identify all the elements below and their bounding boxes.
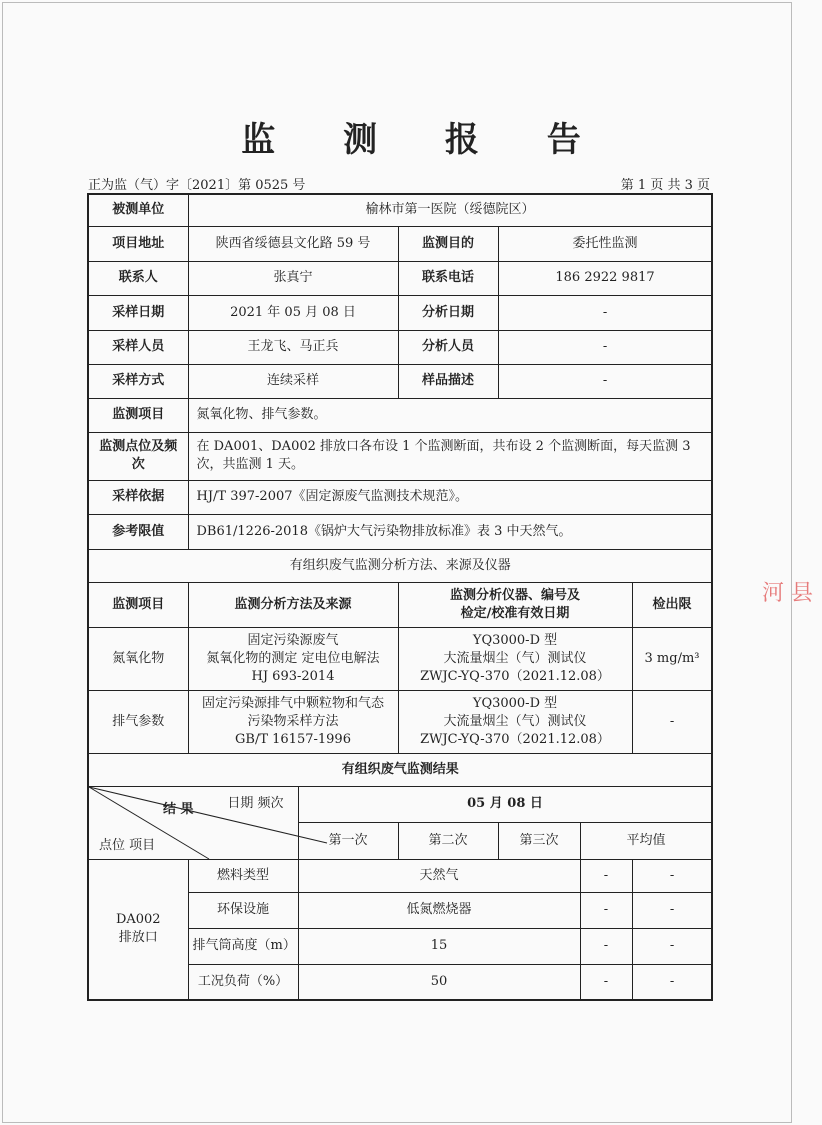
results-header-2: 第二次 xyxy=(398,822,498,859)
corner-point-label: 点位 项目 xyxy=(99,837,156,853)
results-row-avg: - xyxy=(580,928,632,964)
document-number: 正为监（气）字〔2021〕第 0525 号 xyxy=(88,178,306,193)
corner-date-label: 日期 频次 xyxy=(227,795,284,811)
sample-date-label: 采样日期 xyxy=(88,295,188,330)
unit-label: 被测单位 xyxy=(88,194,188,226)
desc-label: 样品描述 xyxy=(398,364,498,398)
methods-row-item: 氮氧化物 xyxy=(88,627,188,690)
sampler-label: 采样人员 xyxy=(88,330,188,364)
address-value: 陕西省绥德县文化路 59 号 xyxy=(188,226,398,261)
results-row-value: 50 xyxy=(298,964,580,1000)
results-row-avg: - xyxy=(580,964,632,1000)
analyst-label: 分析人员 xyxy=(398,330,498,364)
results-row-value: 15 xyxy=(298,928,580,964)
phone-label: 联系电话 xyxy=(398,261,498,295)
unit-value: 榆林市第一医院（绥德院区） xyxy=(188,194,712,226)
results-row-limit: - xyxy=(632,892,712,928)
results-row-item: 排气筒高度（m） xyxy=(188,928,298,964)
item-label: 监测项目 xyxy=(88,398,188,432)
results-row-avg: - xyxy=(580,892,632,928)
results-point: DA002 排放口 xyxy=(88,859,188,1000)
methods-header-item: 监测项目 xyxy=(88,582,188,627)
limit-label: 参考限值 xyxy=(88,514,188,549)
methods-row-method: 固定污染源废气 氮氧化物的测定 定电位电解法 HJ 693-2014 xyxy=(188,627,398,690)
methods-header-method: 监测分析方法及来源 xyxy=(188,582,398,627)
corner-result-label: 结 果 xyxy=(163,801,194,817)
results-date: 05 月 08 日 xyxy=(298,786,712,822)
methods-row-method: 固定污染源排气中颗粒物和气态 污染物采样方法 GB/T 16157-1996 xyxy=(188,690,398,753)
item-value: 氮氧化物、排气参数。 xyxy=(188,398,712,432)
results-row-limit: - xyxy=(632,928,712,964)
analyst-value: - xyxy=(498,330,712,364)
methods-row-item: 排气参数 xyxy=(88,690,188,753)
analysis-date-label: 分析日期 xyxy=(398,295,498,330)
results-row-item: 燃料类型 xyxy=(188,859,298,892)
results-section-title: 有组织废气监测结果 xyxy=(88,753,712,786)
phone-value: 186 2922 9817 xyxy=(498,261,712,295)
points-label: 监测点位及频次 xyxy=(88,432,188,480)
red-seal-stamp: 河 县 xyxy=(762,581,813,606)
methods-row-instrument: YQ3000-D 型 大流量烟尘（气）测试仪 ZWJC-YQ-370（2021.12.08） xyxy=(398,690,632,753)
basis-value: HJ/T 397-2007《固定源废气监测技术规范》。 xyxy=(188,480,712,514)
results-row-item: 工况负荷（%） xyxy=(188,964,298,1000)
report-table xyxy=(87,193,713,1001)
method-value: 连续采样 xyxy=(188,364,398,398)
analysis-date-value: - xyxy=(498,295,712,330)
report-title: 监 测 报 告 xyxy=(241,120,609,160)
results-row-value: 低氮燃烧器 xyxy=(298,892,580,928)
purpose-value: 委托性监测 xyxy=(498,226,712,261)
basis-label: 采样依据 xyxy=(88,480,188,514)
results-header-avg: 平均值 xyxy=(580,822,712,859)
results-header-1: 第一次 xyxy=(298,822,398,859)
results-header-3: 第三次 xyxy=(498,822,580,859)
results-corner-cell xyxy=(88,786,298,859)
results-row-item: 环保设施 xyxy=(188,892,298,928)
address-label: 项目地址 xyxy=(88,226,188,261)
results-row-value: 天然气 xyxy=(298,859,580,892)
desc-value: - xyxy=(498,364,712,398)
methods-row-instrument: YQ3000-D 型 大流量烟尘（气）测试仪 ZWJC-YQ-370（2021.12.08） xyxy=(398,627,632,690)
points-value: 在 DA001、DA002 排放口各布设 1 个监测断面，共布设 2 个监测断面，每天监测 3 次，共监测 1 天。 xyxy=(188,432,712,480)
methods-row-limit: - xyxy=(632,690,712,753)
sample-date-value: 2021 年 05 月 08 日 xyxy=(188,295,398,330)
contact-label: 联系人 xyxy=(88,261,188,295)
method-label: 采样方式 xyxy=(88,364,188,398)
results-row-limit: - xyxy=(632,859,712,892)
limit-value: DB61/1226-2018《锅炉大气污染物排放标准》表 3 中天然气。 xyxy=(188,514,712,549)
contact-value: 张真宁 xyxy=(188,261,398,295)
sampler-value: 王龙飞、马正兵 xyxy=(188,330,398,364)
methods-section-title: 有组织废气监测分析方法、来源及仪器 xyxy=(88,549,712,582)
methods-header-limit: 检出限 xyxy=(632,582,712,627)
results-row-limit: - xyxy=(632,964,712,1000)
methods-header-instrument: 监测分析仪器、编号及 检定/校准有效日期 xyxy=(398,582,632,627)
methods-row-limit: 3 mg/m³ xyxy=(632,627,712,690)
purpose-label: 监测目的 xyxy=(398,226,498,261)
results-row-avg: - xyxy=(580,859,632,892)
page-info: 第 1 页 共 3 页 xyxy=(620,178,710,193)
